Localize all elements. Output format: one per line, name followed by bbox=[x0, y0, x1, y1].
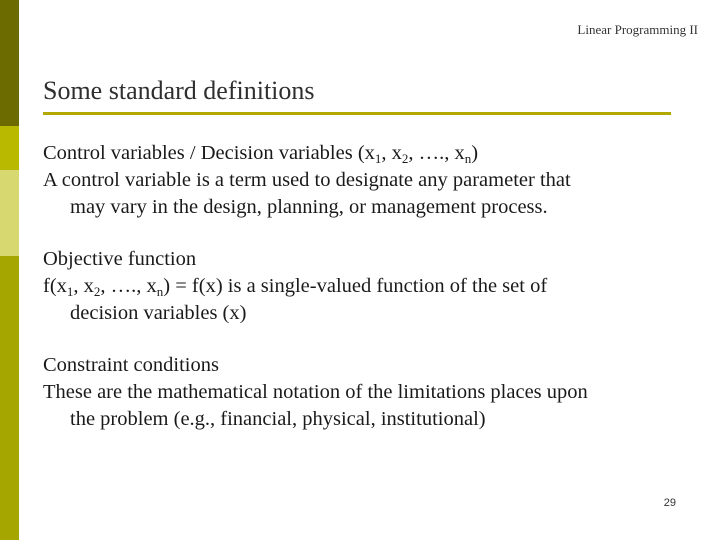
definition-formula: $f(x_1$, $x_2$, …., $x_n) = f(x)$ is a single-valued function of the set of bbox=[43, 275, 548, 299]
slide-body bbox=[43, 140, 693, 458]
title-underline bbox=[43, 112, 671, 115]
sidebar-band bbox=[0, 256, 19, 540]
course-header: Linear Programming II bbox=[577, 22, 698, 37]
definition-heading: Constraint conditions bbox=[43, 354, 219, 376]
definition-heading: Objective function bbox=[43, 248, 197, 270]
definition-text: A control variable is a term used to designate any parameter that bbox=[43, 169, 571, 191]
sidebar-color-bands bbox=[0, 0, 19, 540]
definition-text: may vary in the design, planning, or management process. bbox=[70, 196, 548, 218]
definition-text: decision variables (x) bbox=[70, 302, 247, 324]
definition-control-variables bbox=[43, 140, 693, 221]
definition-objective-function bbox=[43, 246, 693, 327]
sidebar-band bbox=[0, 170, 19, 256]
sidebar-band bbox=[0, 126, 19, 170]
slide-title: Some standard definitions bbox=[43, 76, 315, 105]
definition-constraint-conditions bbox=[43, 352, 693, 433]
sidebar-band bbox=[0, 0, 19, 126]
definition-text: These are the mathematical notation of the limitations places upon bbox=[43, 381, 588, 403]
page-number: 29 bbox=[663, 497, 676, 509]
definition-heading: Control variables / Decision variables ($x_1$, $x_2$, …., $x_n$) bbox=[43, 142, 479, 166]
definition-text: the problem (e.g., financial, physical, institutional) bbox=[70, 408, 486, 430]
